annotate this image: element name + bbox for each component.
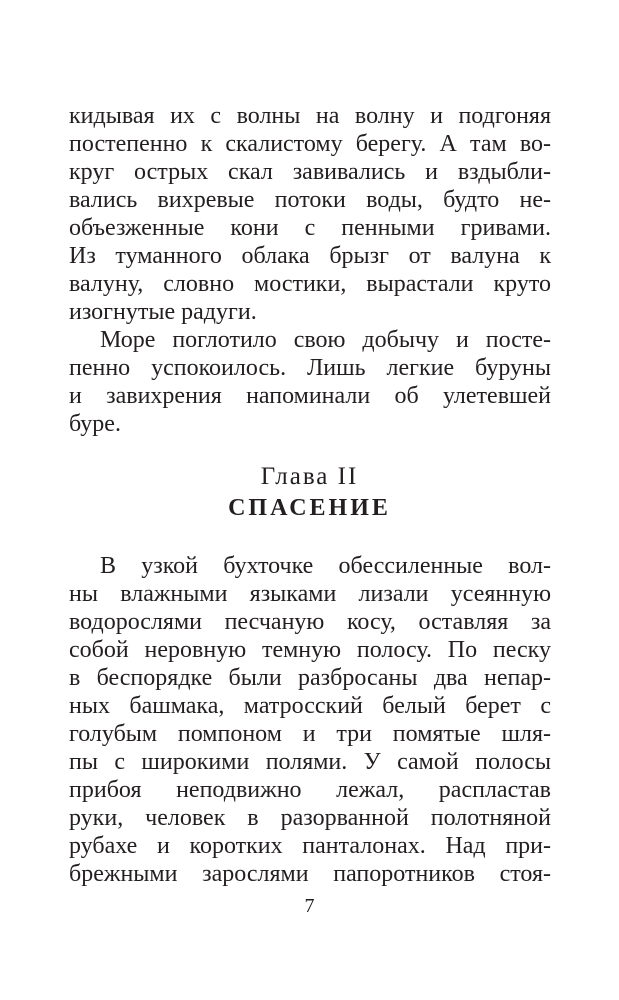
text-line: и завихрения напоминали об улетевшей	[69, 383, 551, 409]
text-line: буре.	[69, 411, 121, 437]
text-line: кидывая их с волны на волну и подгоняя	[69, 103, 551, 129]
text-line: ных башмака, матросский белый берет с	[69, 693, 551, 719]
page-number: 7	[304, 895, 315, 917]
text-line: в беспорядке были разбросаны два непар-	[69, 665, 551, 691]
text-line: водорослями песчаную косу, оставляя за	[69, 609, 551, 635]
text-line: собой неровную темную полосу. По песку	[69, 637, 551, 663]
text-line: вались вихревые потоки воды, будто не-	[69, 187, 551, 213]
text-line: рубахе и коротких панталонах. Над при-	[69, 833, 551, 859]
text-line: объезженные кони с пенными гривами.	[69, 215, 551, 241]
text-line: брежными зарослями папоротников стоя-	[69, 861, 551, 887]
text-line: валуну, словно мостики, вырастали круто	[69, 271, 551, 297]
text-line: голубым помпоном и три помятые шля-	[69, 721, 551, 747]
text-line: круг острых скал завивались и вздыбли-	[69, 159, 551, 185]
text-line: постепенно к скалистому берегу. А там во-	[69, 131, 551, 157]
text-line: руки, человек в разорванной полотняной	[69, 805, 551, 831]
chapter-number: Глава II	[260, 463, 359, 490]
text-line: пы с широкими полями. У самой полосы	[69, 749, 551, 775]
text-line: ны влажными языками лизали усеянную	[69, 581, 551, 607]
text-line: Море поглотило свою добычу и посте-	[100, 327, 551, 353]
text-line: прибоя неподвижно лежал, распластав	[69, 777, 551, 803]
text-line: пенно успокоилось. Лишь легкие буруны	[69, 355, 551, 381]
text-line: Из туманного облака брызг от валуна к	[69, 243, 551, 269]
text-line: В узкой бухточке обессиленные вол-	[100, 553, 551, 579]
text-line: изогнутые радуги.	[69, 299, 257, 325]
chapter-title: СПАСЕНИЕ	[228, 495, 391, 521]
